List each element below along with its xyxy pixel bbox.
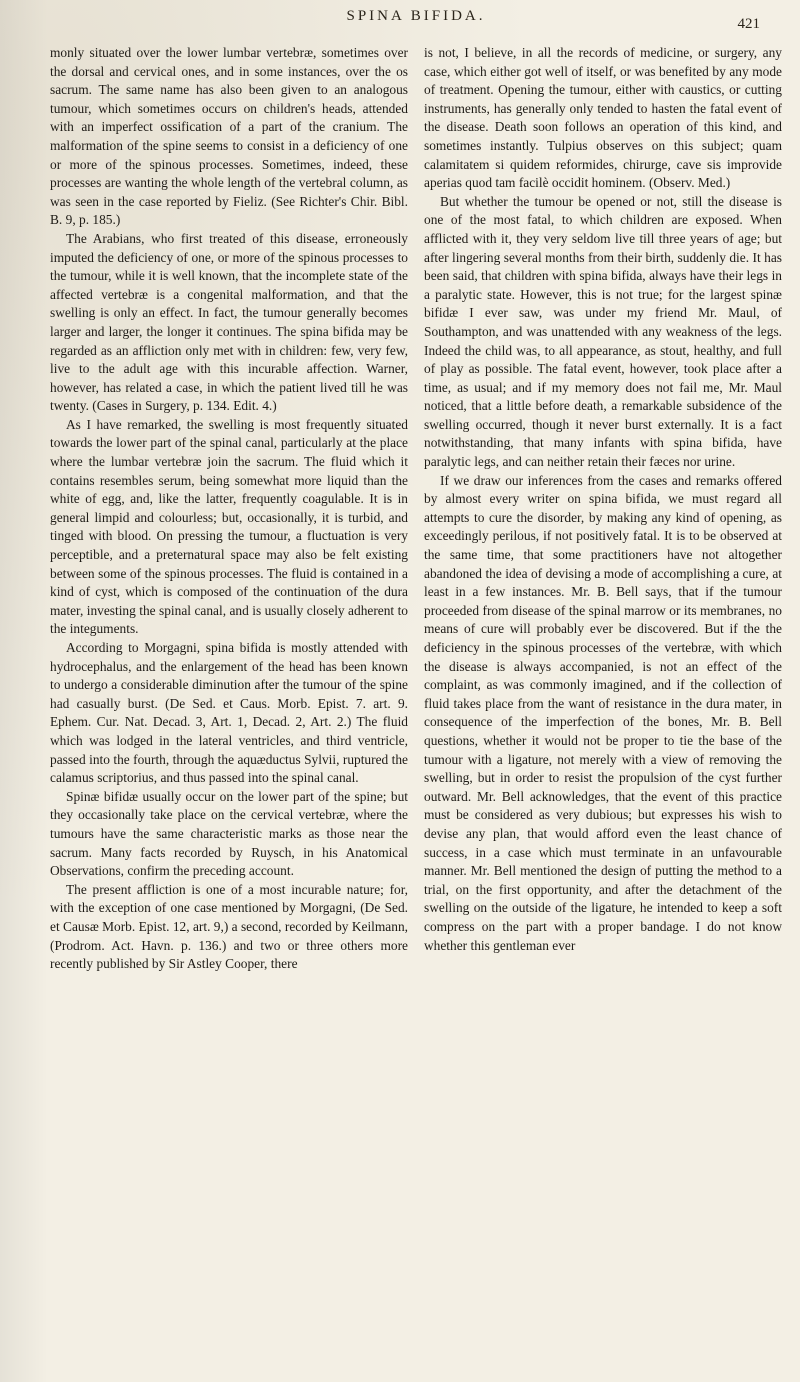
right-paragraph-3: If we draw our inferences from the cases and remarks offered by almost every writer on spina bifida, we must regard all attempts to cure the disorder, by making any kind of opening, as exceedingly perilous, if not positively fatal. It is to be observed at the same time, that some practitioners have not altogether abandoned the idea of devising a mode of accomplishing a cure, at least in a few instances. Mr. B. Bell says, that if the tumour proceeded from disease of the spinal marrow or its membranes, no means of cure will probably ever be discovered. But if the the deficiency in the spinous processes of the vertebræ, with which the disease is always accompanied, is not an effect of the complaint, as was commonly imagined, and if the collection of fluid takes place from the want of resistance in the dura mater, in consequence of the imperfection of the bones, Mr. B. Bell questions, whether it would not be proper to tie the base of the tumour with a ligature, not merely with a view of removing the swelling, but in order to resist the propulsion of the cyst further outward. Mr. Bell acknowledges, that the event of this practice must be considered as very dubious; but expresses his wish to devise any plan, that would afford even the least chance of success, in a case which must terminate in an unfavourable manner. Mr. Bell mentioned the design of putting the method to a trial, on the first opportunity, and after the detachment of the swelling on the outside of the ligature, he intended to keep a soft compress on the part with a proper bandage. I do not know whether this gentleman ever	[424, 472, 782, 953]
two-column-body	[50, 44, 782, 974]
right-paragraph-1: is not, I believe, in all the records of medicine, or surgery, any case, which either got well of itself, or was benefited by any mode of treatment. Opening the tumour, either with caustics, or cutting instruments, has generally only tended to hasten the fatal event of the disease. Death soon follows an operation of this kind, and sometimes instantly. Tulpius observes on this subject; quam calamitatem si quidem reformides, chirurge, cave sis improvide aperias quod tam facilè occidit hominem. (Observ. Med.)	[424, 45, 782, 191]
page-number: 421	[737, 16, 760, 32]
running-title: SPINA BIFIDA.	[346, 8, 486, 24]
left-paragraph-5: Spinæ bifidæ usually occur on the lower part of the spine; but they occasionally take place on the cervical vertebræ, where the tumours have the same characteristic marks as those near the sacrum. Many facts recorded by Ruysch, in his Anatomical Observations, confirm the preceding account.	[50, 788, 408, 879]
left-paragraph-2: The Arabians, who first treated of this disease, erroneously imputed the deficiency of one, or more of the spinous processes to the tumour, while it is well known, that the incomplete state of the affected vertebræ is a congenital malformation, and that the swelling is only an effect. In fact, the tumour generally becomes larger and larger, the longer it continues. The spina bifida may be regarded as an affliction only met with in children: few, very few, live to the adult age with this incurable affection. Warner, however, has related a case, in which the patient lived till he was twenty. (Cases in Surgery, p. 134. Edit. 4.)	[50, 230, 408, 414]
left-paragraph-4: According to Morgagni, spina bifida is mostly attended with hydrocephalus, and the enlargement of the head has been known to undergo a considerable diminution after the tumour of the spine had casually burst. (De Sed. et Caus. Morb. Epist. 7. art. 9. Ephem. Cur. Nat. Decad. 3, Art. 1, Decad. 2, Art. 2.) The fluid which was lodged in the lateral ventricles, and third ventricle, passed into the fourth, through the aquæductus Sylvii, ruptured the calamus scriptorius, and thus passed into the spinal canal.	[50, 640, 408, 786]
left-column	[50, 44, 408, 974]
right-paragraph-2: But whether the tumour be opened or not, still the disease is one of the most fatal, to which children are exposed. When afflicted with it, they very seldom live till three years of age; but after lingering several months from their birth, suddenly die. It has been said, that children with spina bifida, always have their legs in a paralytic state. However, this is not true; for the largest spinæ bifidæ I ever saw, was under my friend Mr. Maul, of Southampton, and was unattended with any weakness of the legs. Indeed the child was, to all appearance, as stout, healthy, and full of play as possible. The fatal event, however, took place after a time, as usual; and if my memory does not fail me, Mr. Maul noticed, that a little before death, a remarkable subsidence of the swelling occurred, though it never burst externally. It is a fact notwithstanding, that many infants with spina bifida, have paralytic legs, and can neither retain their fæces nor urine.	[424, 193, 782, 470]
left-paragraph-1: monly situated over the lower lumbar vertebræ, sometimes over the dorsal and cervical ones, and in some instances, over the os sacrum. The same name has also been given to an analogous tumour, which sometimes occurs on children's heads, attended with an imperfect ossification of a part of the cranium. The malformation of the spine seems to consist in a deficiency of one or more of the spinous processes. Sometimes, indeed, these processes are wanting the whole length of the vertebral column, as was seen in the case reported by Fieliz. (See Richter's Chir. Bibl. B. 9, p. 185.)	[50, 45, 408, 228]
left-paragraph-3: As I have remarked, the swelling is most frequently situated towards the lower part of the spinal canal, particularly at the place where the lumbar vertebræ join the sacrum. The fluid which it contains resembles serum, being somewhat more liquid than the white of egg, and, like the latter, frequently coagulable. It is in general limpid and colourless; but, occasionally, it is turbid, and tinged with blood. On pressing the tumour, a fluctuation is very perceptible, and a preternatural space may also be felt existing between some of the spinous processes. The fluid is contained in a kind of cyst, which is composed of the continuation of the dura mater, investing the spinal canal, and is usually closely adherent to the integuments.	[50, 416, 408, 637]
right-column	[424, 44, 782, 974]
left-paragraph-6: The present affliction is one of a most incurable nature; for, with the exception of one case mentioned by Morgagni, (De Sed. et Causæ Morb. Epist. 12, art. 9,) a second, recorded by Keilmann, (Prodrom. Act. Havn. p. 136.) and two or three others more recently published by Sir Astley Cooper, there	[50, 881, 408, 972]
running-head	[50, 8, 782, 34]
